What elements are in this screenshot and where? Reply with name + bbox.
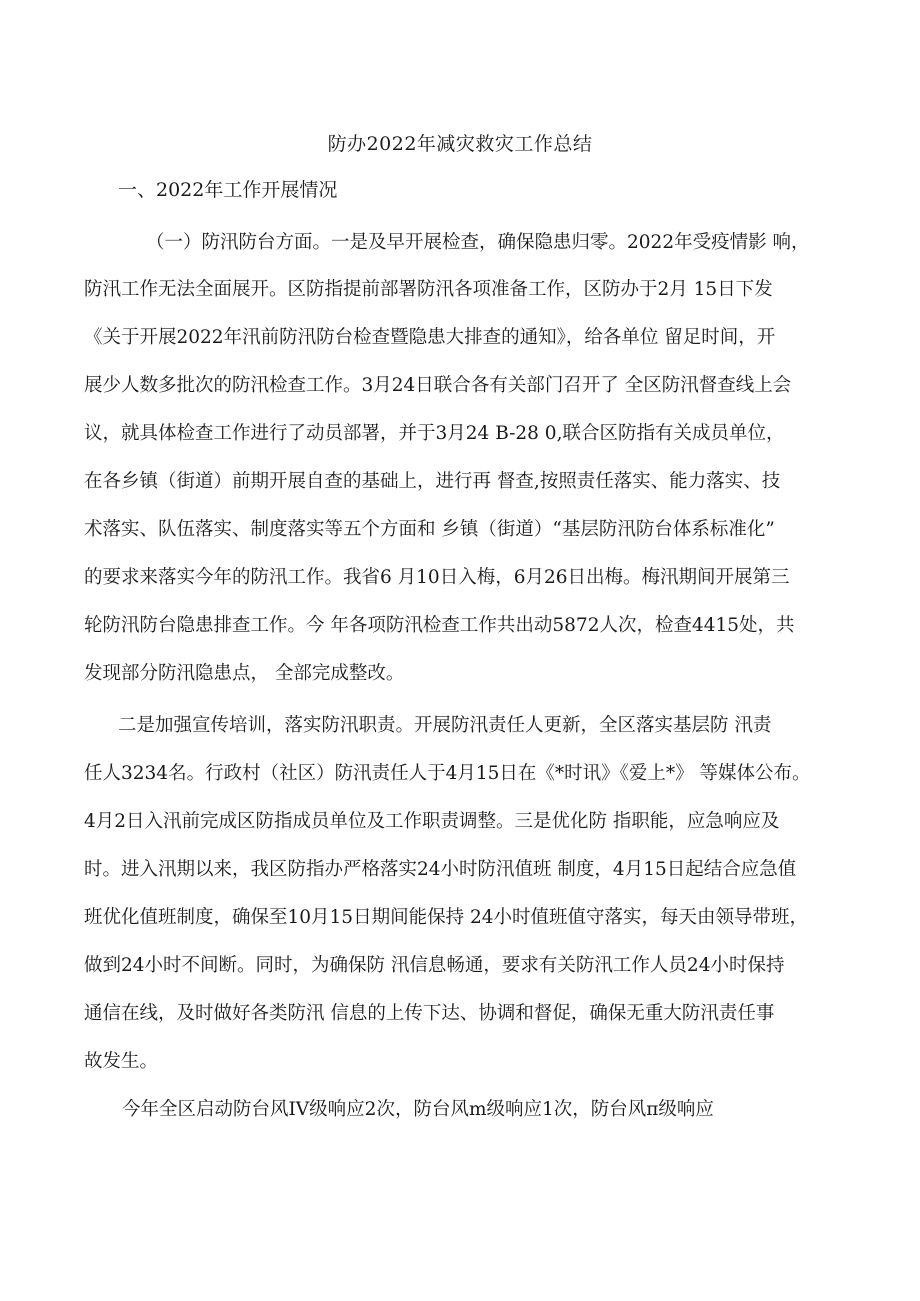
- paragraph-line: 二是加强宣传培训，落实防汛职责。开展防汛责任人更新，全区落实基层防 汛责: [118, 715, 772, 736]
- paragraph-line: 发现部分防汛隐患点， 全部完成整改。: [84, 663, 405, 684]
- paragraph-line: 议，就具体检查工作进行了动员部署，并于3月24 B-28 0,联合区防指有关成员单位，: [84, 423, 785, 444]
- paragraph-line: 班优化值班制度，确保至10月15日期间能保持 24小时值班值守落实，每天由领导带班，: [84, 907, 809, 928]
- paragraph-line: 《关于开展2022年汛前防汛防台检查暨隐患大排查的通知》，给各单位 留足时间，开: [84, 327, 776, 348]
- paragraph-line: 术落实、队伍落实、制度落实等五个方面和 乡镇（街道）“基层防汛防台体系标准化”: [84, 519, 775, 540]
- paragraph-line: 轮防汛防台隐患排查工作。今 年各项防汛检查工作共出动5872人次，检查4415处，共: [84, 615, 795, 636]
- paragraph-line: 防汛工作无法全面展开。区防指提前部署防汛各项准备工作，区防办于2月 15日下发: [84, 279, 773, 300]
- paragraph-line: 通信在线，及时做好各类防汛 信息的上传下达、协调和督促，确保无重大防汛责任事: [84, 1003, 775, 1024]
- paragraph-line: 故发生。: [84, 1051, 159, 1072]
- paragraph-line: 任人3234名。行政村（社区）防汛责任人于4月15日在《*时讯》《爱上*》 等媒体公布。: [84, 763, 811, 784]
- paragraph-line: 做到24小时不间断。同时，为确保防 汛信息畅通，要求有关防汛工作人员24小时保持: [84, 955, 785, 976]
- paragraph-line: 4月2日入汛前完成区防指成员单位及工作职责调整。三是优化防 指职能，应急响应及: [84, 811, 780, 832]
- section-heading: 一、2022年工作开展情况: [118, 179, 338, 201]
- paragraph-line: 的要求来落实今年的防汛工作。我省6 月10日入梅，6月26日出梅。梅汛期间开展第三: [84, 567, 790, 588]
- paragraph-line: 时。进入汛期以来，我区防指办严格落实24小时防汛值班 制度，4月15日起结合应急值: [84, 859, 797, 880]
- paragraph-line: 今年全区启动防台风IV级响应2次，防台风m级响应1次，防台风π级响应: [122, 1099, 714, 1120]
- paragraph-line: （一）防汛防台方面。一是及早开展检查，确保隐患归零。2022年受疫情影 响，: [146, 232, 810, 253]
- paragraph-line: 在各乡镇（街道）前期开展自查的基础上，进行再 督查,按照责任落实、能力落实、技: [84, 471, 781, 492]
- document-title: 防办2022年减灾救灾工作总结: [327, 133, 593, 155]
- paragraph-line: 展少人数多批次的防汛检查工作。3月24日联合各有关部门召开了 全区防汛督查线上会: [84, 375, 792, 396]
